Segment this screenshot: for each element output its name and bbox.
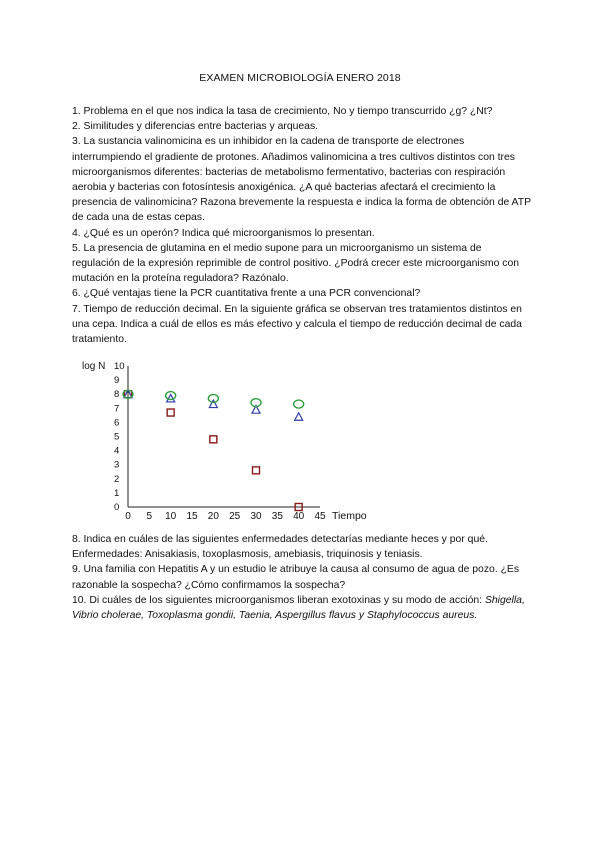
- questions-block-2: [72, 532, 532, 623]
- question-10-intro: 10. Di cuáles de los siguientes microorganismos liberan exotoxinas y su modo de acción:: [72, 594, 483, 606]
- y-tick-label: 10: [114, 361, 125, 372]
- y-tick-label: 4: [114, 445, 120, 457]
- square-marker: [253, 467, 260, 474]
- x-tick-label: 15: [186, 511, 198, 522]
- y-tick-label: 1: [114, 487, 120, 499]
- square-marker: [167, 409, 174, 416]
- data-markers: [123, 390, 304, 510]
- question-4: 4. ¿Qué es un operón? Indica qué microorganismos lo presentan.: [72, 227, 375, 239]
- y-tick-label: 6: [114, 417, 120, 429]
- x-tick-label: 5: [146, 511, 153, 522]
- y-tick-label: 9: [114, 375, 120, 387]
- question-2: 2. Similitudes y diferencias entre bacterias y arqueas.: [72, 121, 319, 133]
- y-tick-label: 0: [114, 502, 120, 513]
- x-tick-label: 0: [125, 511, 131, 522]
- y-tick-label: 3: [114, 459, 120, 471]
- x-tick-label: 25: [229, 511, 241, 522]
- x-tick-label: 30: [250, 511, 262, 522]
- x-tick-label: 45: [314, 511, 326, 522]
- x-axis-label: Tiempo: [332, 510, 367, 522]
- triangle-marker: [295, 413, 303, 421]
- x-tick-label: 10: [165, 511, 177, 522]
- y-tick-label: 7: [114, 403, 120, 415]
- y-tick-label: 8: [114, 389, 120, 401]
- question-5: 5. La presencia de glutamina en el medio supone para un microorganismo un sistema de regulación de la expresión reprimible de control positivo. ¿Podrá crecer este microorganismo con mutación en la proteína reguladora? Razónalo.: [72, 242, 520, 285]
- x-tick-labels: [125, 511, 326, 522]
- question-10: [72, 593, 532, 623]
- question-8: 8. Indica en cuáles de las siguientes enfermedades detectarías mediante heces y por qué. Enfermedades: Anisakiasis, toxoplasmosis, amebiasis, triquinosis y teniasis.: [72, 534, 488, 561]
- circle-marker: [294, 400, 304, 408]
- y-tick-label: 2: [114, 473, 120, 485]
- question-7: 7. Tiempo de reducción decimal. En la siguiente gráfica se observan tres tratamientos distintos en una cepa. Indica a cuál de ellos es más efectivo y calcula el tiempo de reducción decimal de cada tratamiento.: [72, 303, 522, 346]
- x-tick-label: 20: [207, 511, 219, 522]
- question-9: 9. Una familia con Hepatitis A y un estudio le atribuye la causa al consumo de agua de pozo. ¿Es razonable la sospecha? ¿Cómo confirmamos la sospecha?: [72, 564, 520, 591]
- y-axis-label: log N: [82, 361, 106, 372]
- y-tick-labels: [114, 361, 125, 513]
- questions-block-1: [72, 104, 532, 347]
- decimal-reduction-chart: [70, 352, 390, 527]
- page-title: EXAMEN MICROBIOLOGÍA ENERO 2018: [199, 72, 401, 84]
- x-tick-label: 40: [293, 511, 305, 522]
- x-tick-label: 35: [271, 511, 283, 522]
- square-marker: [210, 436, 217, 443]
- question-3: 3. La sustancia valinomicina es un inhibidor en la cadena de transporte de electrones interrumpiendo el gradiente de protones. Añadimos valinomicina a tres cultivos distintos con tres microorganismos diferentes: bacterias de metabolismo fermentativo, bacterias con respiración aerobia y bacterias con fotosíntesis anoxigénica. ¿A qué bacterias afectará el crecimiento la presencia de valinomicina? Razona brevemente la respuesta e indica la forma de obtención de ATP de cada una de estas cepas.: [72, 136, 531, 224]
- question-6: 6. ¿Qué ventajas tiene la PCR cuantitativa frente a una PCR convencional?: [72, 288, 421, 300]
- y-tick-label: 5: [114, 431, 120, 443]
- question-10-organisms: Shigella, Vibrio cholerae, Toxoplasma gondii, Taenia, Aspergillus flavus y Staphylococcus aureus.: [72, 594, 525, 622]
- question-1: 1. Problema en el que nos indica la tasa de crecimiento, No y tiempo transcurrido ¿g? ¿Nt?: [72, 106, 493, 117]
- triangle-marker: [167, 394, 175, 402]
